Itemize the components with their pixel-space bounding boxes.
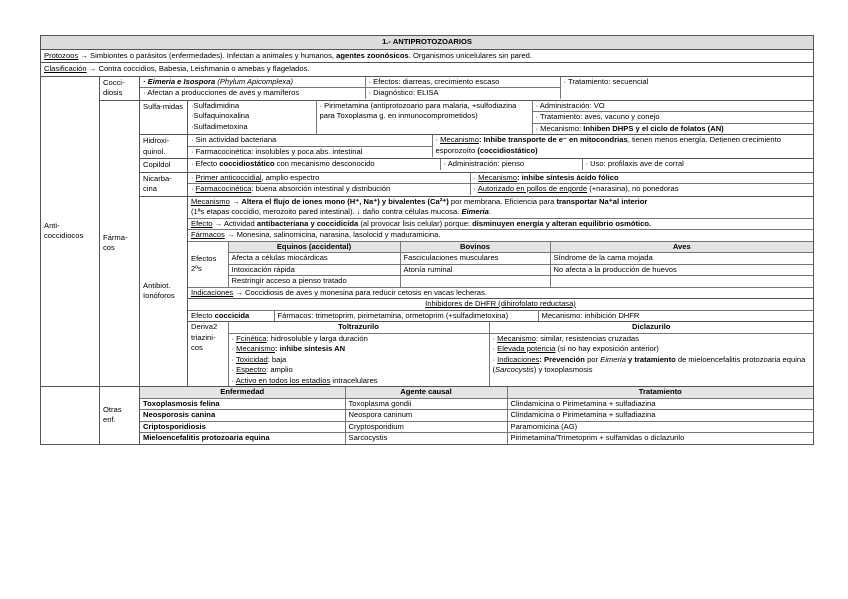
iono-col-equinos: Equinos (accidental)	[228, 241, 400, 253]
nicar-mecanismo: · Mecanismo: inhibe síntesis ácido fólico	[473, 172, 619, 182]
sulfa-pirimetamina: · Pirimetamina (antiprotozoario para malaria, +sulfodiazina para Toxoplasma g. en inmunocomprometidos)	[316, 101, 532, 135]
hidroxi-line2: · Farmacocinética: insolubles y poca abs. intestinal	[188, 146, 432, 157]
otras-tratamiento: Clindamicina o Pirimetamina + sulfadiazina	[507, 398, 813, 410]
otras-enfermedad: Criptosporidiosis	[140, 421, 345, 433]
cocci-tratamiento: · Tratamiento: secuencial	[560, 77, 813, 99]
sulfa-mec-bold: Inhiben DHPS y el ciclo de folatos (AN)	[583, 123, 724, 133]
hidroxi-label: Hidroxi-quinol.	[140, 135, 188, 159]
hidroxi-mec-rest: , tienen menos energía. Detienen crecimiento esporozoíto	[435, 135, 781, 155]
copi-efecto	[188, 159, 440, 170]
iono-mec-rest: por membrana. Eficiencia para	[450, 196, 555, 206]
copi-uso: · Uso: profilaxis ave de corral	[585, 159, 684, 168]
tol-item-text: intracelulares	[332, 375, 378, 385]
iono-efe-u: Efecto	[191, 218, 213, 228]
hidroxi-table	[188, 135, 813, 157]
cocci-afectan: · Afectan a producciones de aves y mamíferos	[140, 88, 365, 99]
dic-item: · Mecanismo: similar, resistencias cruzadas	[492, 333, 639, 343]
nicar-l2-u: Farmacocinética	[195, 184, 252, 193]
dic-item: · Indicaciones: Prevención por Eimeria y tratamiento de mieloencefalitis protozoaria equina (Sarcocystis) y toxoplasmosis	[492, 354, 806, 374]
protozoos-text: → Simbiontes o parásitos (enfermedades). Infectan a animales y humanos,	[80, 50, 335, 60]
copi-efecto-bold: coccidiostático	[219, 159, 275, 168]
iono-cell: Intoxicación rápida	[228, 264, 400, 276]
sulfa-label: Sulfa-midas	[140, 100, 188, 135]
dhfr-farmacos: Fármacos: trimetoprim, pirimetamina, ormetoprim (+sulfadimetoxina)	[274, 310, 538, 321]
dic-item-text: (si no hay exposición anterior)	[557, 344, 659, 353]
otras-table	[140, 387, 813, 444]
sulfa-drug: ·Sulfaquinoxalina	[191, 111, 250, 120]
tol-item-label: Mecanismo	[236, 344, 275, 353]
nicar-line2: · Farmacocinética: buena absorción intestinal y distribución	[188, 184, 470, 195]
cocci-table	[140, 77, 813, 99]
copi-label: Copildol	[140, 159, 188, 173]
dic-item-rest: de mieloencefalitis protozoaria equina (	[492, 354, 806, 374]
iono-efe-rest: → Actividad	[214, 218, 255, 228]
nicar-label: Nicarba-cina	[140, 172, 188, 196]
dic-item-italic2: Sarcocystis	[495, 365, 534, 374]
iono-efectos-label: Efectos 2ºs	[188, 241, 228, 287]
otras-tratamiento: Pirimetamina/Trimetoprim + sulfamidas o diclazurilo	[507, 433, 813, 444]
iono-mec-bold2: transportar Na⁺al interior	[556, 196, 648, 206]
iono-cell: No afecta a la producción de huevos	[550, 264, 813, 276]
clasificacion-row	[41, 63, 814, 77]
otras-agente: Sarcocystis	[345, 433, 507, 444]
sulfa-table	[188, 101, 813, 135]
otras-col-agente: Agente causal	[345, 387, 507, 398]
cocci-label: Cocci-diosis	[100, 76, 140, 100]
otras-agente: Neospora caninum	[345, 410, 507, 422]
iono-label: Antibiot. Ionóforos	[140, 196, 188, 387]
otras-agente: Toxoplasma gondii	[345, 398, 507, 410]
otras-col-tratamiento: Tratamiento	[507, 387, 813, 398]
nicar-table	[188, 173, 813, 195]
sulfa-drug: ·Sulfadimidina	[191, 100, 240, 110]
copi-efecto-rest: con mecanismo desconocido	[276, 159, 375, 168]
otras-col-enfermedad: Enfermedad	[140, 387, 345, 398]
sulfa-admin: · Administración: VO	[532, 101, 813, 112]
dic-item-text: : similar, resistencias cruzadas	[535, 333, 639, 343]
protozoos-bold: agentes zoonósicos	[336, 50, 409, 60]
otras-enfermedad: Toxoplasmosis felina	[140, 398, 345, 410]
iono-ind-rest: → Coccidiosis de aves y monesina para reducir cetosis en vacas lecheras.	[235, 287, 487, 297]
dic-item-label: Indicaciones	[497, 354, 540, 364]
otras-tratamiento: Paramomicina (AG)	[507, 421, 813, 433]
main-table	[40, 35, 814, 445]
triazinicos-label: Deriva2 triazini-cos	[188, 322, 228, 386]
tol-item: · Mecanismo: inhibe síntesis AN	[231, 344, 346, 353]
iono-efe-bold2: disminuyen energía y alteran equilibrio osmótico.	[472, 218, 652, 228]
iono-efe-bold: antibacteriana y coccidicida	[256, 218, 359, 228]
toltrazurilo-list	[228, 333, 489, 386]
hidroxi-mec-bold: : Inhibe transporte de e⁻ en mitocondrias	[478, 135, 628, 144]
sulfa-mecanismo	[532, 123, 813, 134]
otras-agente: Cryptosporidium	[345, 421, 507, 433]
sulfa-tratamiento: · Tratamiento: aves, vacuno y conejo	[532, 112, 813, 124]
tol-item-text: : inhibe síntesis AN	[274, 344, 346, 353]
tol-item: · Espectro: amplio	[231, 365, 293, 374]
tol-item-label: Toxicidad	[236, 354, 268, 364]
cocci-efectos: · Efectos: diarreas, crecimiento escaso	[365, 77, 560, 88]
dic-item-bold: : Prevención	[539, 354, 585, 364]
hidroxi-mecanismo: · Mecanismo: Inhibe transporte de e⁻ en mitocondrias, tienen menos energía. Detienen crecimiento esporozoíto (coccidiostático)	[435, 135, 781, 155]
protozoos-row	[41, 49, 814, 63]
group-label: Anti-coccidiocos	[41, 76, 100, 387]
otras-tratamiento: Clindamicina o Pirimetamina + sulfadiazina	[507, 410, 813, 422]
copi-table	[188, 159, 813, 170]
iono-mec-eimeria: Eimeria	[461, 207, 489, 216]
toltrazurilo-title: Toltrazurilo	[228, 322, 489, 333]
cocci-diagnostico: · Diagnóstico: ELISA	[365, 88, 560, 99]
tol-item: · Activo en todos los estadíos intracelulares	[231, 375, 378, 385]
dhfr-mecanismo: Mecanismo: inhibición DHFR	[538, 310, 813, 321]
iono-cell: Restringir acceso a pienso tratado	[228, 276, 400, 288]
dhfr-table	[188, 299, 813, 321]
iono-farmacos	[188, 230, 813, 242]
hidroxi-mec-label: Mecanismo	[440, 135, 479, 144]
triazinicos-table	[188, 322, 813, 386]
dic-item-label: Elevada potencia	[497, 344, 556, 353]
iono-col-bovinos: Bovinos	[400, 241, 550, 253]
clasificacion-text: → Contra coccidios, Babesia, Leishmania o amebas y flagelados.	[88, 64, 310, 73]
copi-efecto-pre: · Efecto	[191, 159, 218, 168]
nicar-mec-u: Mecanismo	[478, 172, 517, 182]
protozoos-text2: . Organismos unicelulares sin pared.	[408, 50, 532, 60]
dhfr-efecto-bold: coccicida	[214, 310, 250, 320]
tol-item-text: : amplio	[266, 365, 293, 374]
tol-item-text: : baja	[267, 354, 287, 364]
tol-item: · Fcinética: hidrosoluble y larga duración	[231, 333, 368, 343]
iono-cell: Atonía ruminal	[400, 264, 550, 276]
otras-label: Otras enf.	[100, 387, 140, 445]
otras-enfermedad: Neosporosis canina	[140, 410, 345, 422]
iono-efe-rest2: (al provocar lisis celular) porque:	[360, 218, 471, 228]
iono-table	[188, 197, 813, 299]
nicar-l2-rest: : buena absorción intestinal y distribución	[251, 184, 391, 193]
tol-item-label: Espectro	[236, 365, 267, 374]
hidroxi-mec-bold2: (coccidiostático)	[477, 145, 538, 155]
iono-farm-u: Fármacos	[191, 230, 225, 239]
tol-item-label: Activo en todos los estadíos	[235, 375, 331, 385]
nicar-line1: · Primer anticoccidial, amplio espectro	[188, 173, 470, 184]
iono-farm-rest: → Monesina, salinomicina, narasina, lasolocid y maduramicina.	[226, 230, 441, 239]
page-title: 1.- ANTIPROTOZOARIOS	[41, 36, 814, 50]
document	[40, 35, 813, 445]
iono-col-aves: Aves	[550, 241, 813, 253]
dic-item-bold2: y tratamiento	[628, 354, 676, 364]
iono-cell	[400, 276, 550, 288]
nicar-aut-u: Autorizado en pollos de engorde	[477, 184, 588, 193]
protozoos-label: Protozoos	[44, 50, 79, 60]
hidroxi-line1: · Sin actividad bacteriana	[188, 135, 432, 146]
tol-item-text: : hidrosoluble y larga duración	[266, 333, 368, 343]
iono-ind-u: Indicaciones	[191, 287, 234, 297]
dhfr-efecto	[188, 310, 274, 321]
dic-item-text: por	[587, 354, 599, 364]
dic-item-rest2: ) y toxoplasmosis	[533, 365, 593, 374]
iono-mec-bold: → Altera el flujo de iones mono (H⁺, Na⁺) y bivalentes (Ca²⁺)	[231, 196, 449, 206]
nicar-l1-rest: , amplio espectro	[261, 172, 320, 182]
nicar-l1-u: Primer anticoccidial	[195, 172, 262, 182]
tol-item-label: Fcinética	[236, 333, 267, 343]
iono-cell: Síndrome de la cama mojada	[550, 253, 813, 265]
dhfr-title: Inhibidores de DHFR (dihirofolato reductasa)	[425, 299, 576, 308]
dic-item: · Elevada potencia (si no hay exposición anterior)	[492, 344, 659, 353]
copi-admin: · Administración: pienso	[440, 159, 582, 170]
iono-mecanismo: Mecanismo → Altera el flujo de iones mono (H⁺, Na⁺) y bivalentes (Ca²⁺) por membrana. Eficiencia para transportar Na⁺al interior (1ªs etapas coccidio, merozoito pared intestinal). ↓ daño contra células mucosa. Eimeria.	[191, 196, 648, 216]
cocci-phylum: (Phylum Apicomplexa)	[217, 76, 293, 86]
nicar-aut-rest: (+narasina), no ponedoras	[589, 184, 679, 193]
iono-mec-line2: (1ªs etapas coccidio, merozoito pared intestinal). ↓ daño contra células mucosa.	[191, 207, 460, 216]
diclazurilo-title: Diclazurilo	[489, 322, 813, 333]
iono-efecto	[188, 218, 813, 230]
dic-item-label: Mecanismo	[497, 333, 536, 343]
nicar-autorizado: · Autorizado en pollos de engorde (+narasina), no ponedoras	[470, 184, 813, 195]
tol-item: · Toxicidad: baja	[231, 354, 287, 364]
dic-item-italic: Eimeria	[600, 354, 626, 364]
iono-cell: Afecta a células miocárdicas	[228, 253, 400, 265]
iono-indicaciones	[188, 287, 813, 298]
clasificacion-label: Clasificación	[44, 64, 87, 73]
dhfr-efecto-pre: Efecto	[191, 310, 213, 320]
diclazurilo-list	[489, 333, 813, 386]
cocci-genus: · Eimeria e Isospora	[143, 76, 216, 86]
farmacos-label: Fárma-cos	[100, 100, 140, 387]
iono-cell	[550, 276, 813, 288]
otras-enfermedad: Mieloencefalitis protozoaria equina	[140, 433, 345, 444]
nicar-mec-bold: : inhibe síntesis ácido fólico	[516, 172, 619, 182]
iono-mec-u: Mecanismo	[191, 196, 230, 206]
sulfa-mec-pre: · Mecanismo:	[535, 123, 582, 133]
sulfa-drug: ·Sulfadimetoxina	[191, 121, 248, 131]
iono-cell: Fasciculaciones musculares	[400, 253, 550, 265]
